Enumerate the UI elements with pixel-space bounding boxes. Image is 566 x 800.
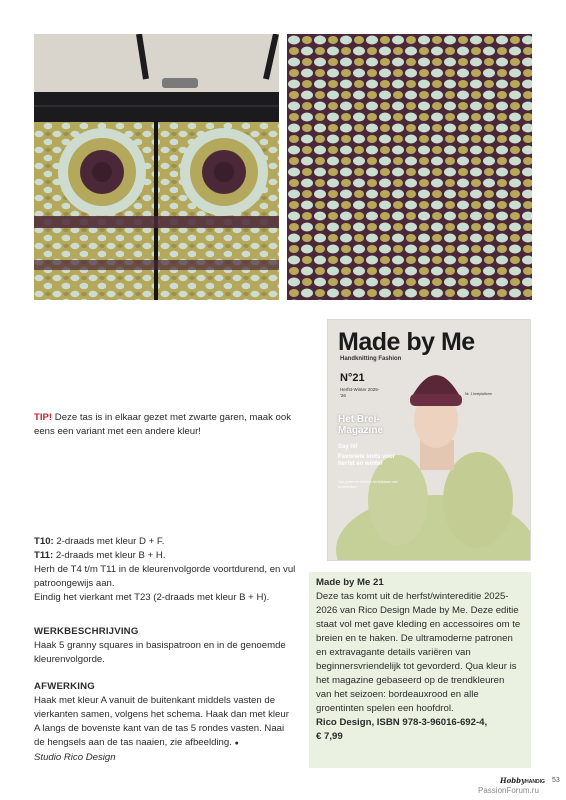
cover-small-text: Van jurken en boleros tot knitwear met accessoires <box>338 480 398 489</box>
stitch-illustration <box>287 34 532 300</box>
bag-photo <box>34 34 279 300</box>
row-t11 <box>34 549 296 563</box>
werkbeschrijving-section <box>34 625 296 667</box>
tip-text: Deze tas is in elkaar gezet met zwarte garen, maak ook eens een variant met een andere kleur! <box>34 412 292 437</box>
cover-subtitle: Handknitting Fashion <box>340 356 402 362</box>
row-t10 <box>34 535 296 549</box>
cover-brei-title: Het Brei-Magazine <box>338 414 384 436</box>
tip-label: TIP! <box>34 412 53 423</box>
brand-name: Hobby <box>500 776 526 785</box>
round-instructions <box>34 535 296 605</box>
cover-season: Herfst-Winter 2025-'26 <box>340 387 380 398</box>
info-text: Deze tas komt uit de herfst/wintereditie 2025-2026 van Rico Design Made by Me. Deze editie staat vol met gave kleding en accessoires om te breien en te haken. De ultramoderne patronen en extravagante details variëren van beginnersvriendelijk tot gevorderd. Qua kleur is het magazine gebaseerd op de trendkleuren van het seizoen: bordeauxrood en alle groentinten spelen een hoofdrol. <box>316 591 521 714</box>
cover-fav: Favoriete knits voor herfst en winter <box>338 454 396 467</box>
t11-text: 2-draads met kleur B + H. <box>53 550 166 561</box>
info-title: Made by Me 21 <box>316 577 384 588</box>
magazine-cover <box>328 320 530 560</box>
magazine-info-box <box>309 572 531 768</box>
bag-illustration <box>34 34 279 300</box>
afwerking-text: Haak met kleur A vanuit de buitenkant middels vasten de vierkanten samen, volgens het schema. Haak dan met kleur A langs de bovenste kant van de tas 5 rondes vasten. Naai de hengsels aan de tas naaien, zie afbeelding. <box>34 695 289 748</box>
footer-brand <box>500 776 545 785</box>
watermark: PassionForum.ru <box>478 786 539 795</box>
credit: Studio Rico Design <box>34 752 116 763</box>
werkbeschrijving-heading: WERKBESCHRIJVING <box>34 626 139 637</box>
end-mark: ● <box>234 740 239 747</box>
cover-badge: Nr. 1 breiplatform <box>465 392 492 396</box>
stitch-closeup-photo <box>287 34 532 300</box>
finish-line: Eindig het vierkant met T23 (2-draads met kleur B + H). <box>34 592 270 603</box>
cover-sayhi: Say hi! <box>338 444 358 450</box>
page-number: 53 <box>552 777 560 784</box>
info-price: € 7,99 <box>316 731 343 742</box>
repeat-line: Herh de T4 t/m T11 in de kleurenvolgorde voortdurend, en vul patroongewijs aan. <box>34 564 296 589</box>
cover-issue: N°21 <box>340 372 365 384</box>
brand-suffix: HANDIG <box>525 779 545 785</box>
tip-note <box>34 411 296 439</box>
cover-title: Made by Me <box>338 328 475 356</box>
info-isbn: Rico Design, ISBN 978-3-96016-692-4, <box>316 717 488 728</box>
t11-label: T11: <box>34 550 54 561</box>
afwerking-section <box>34 680 296 765</box>
t10-text: 2-draads met kleur D + F. <box>53 536 165 547</box>
werkbeschrijving-text: Haak 5 granny squares in basispatroon en in de genoemde kleurenvolgorde. <box>34 640 286 665</box>
t10-label: T10: <box>34 536 54 547</box>
afwerking-heading: AFWERKING <box>34 681 95 692</box>
